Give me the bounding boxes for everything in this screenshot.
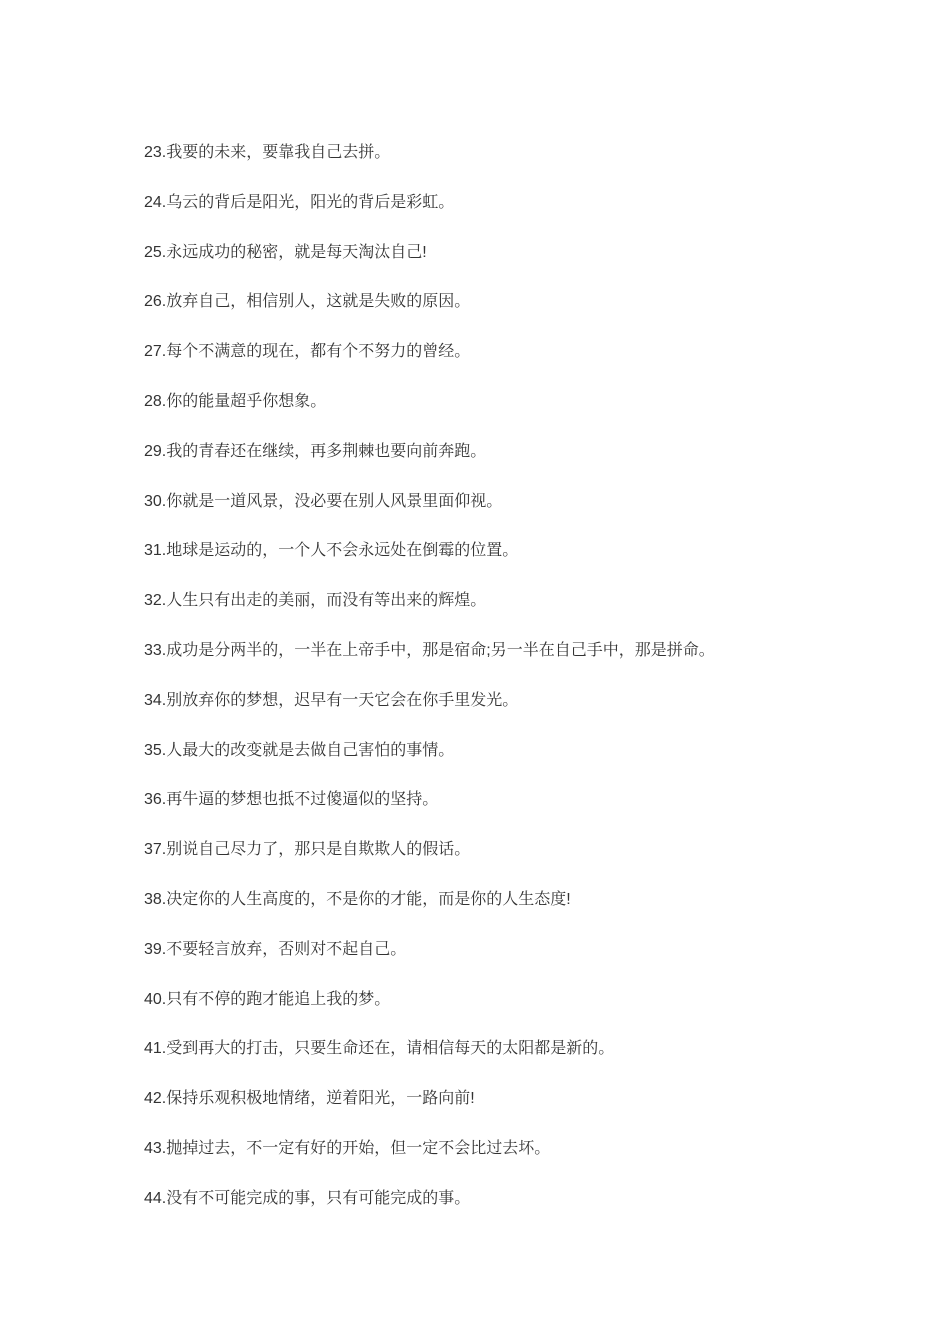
quote-line: 43.抛掉过去，不一定有好的开始，但一定不会比过去坏。 — [144, 1140, 551, 1157]
quote-line: 39.不要轻言放弃，否则对不起自己。 — [144, 940, 407, 958]
quote-line: 27.每个不满意的现在，都有个不努力的曾经。 — [144, 343, 471, 361]
quote-line: 32.人生只有出走的美丽，而没有等出来的辉煌。 — [144, 592, 487, 610]
quote-line: 31.地球是运动的，一个人不会永远处在倒霉的位置。 — [144, 542, 519, 560]
quote-line: 38.决定你的人生高度的，不是你的才能，而是你的人生态度! — [144, 891, 571, 908]
quote-line: 33.成功是分两半的，一半在上帝手中，那是宿命;另一半在自己手中，那是拼命。 — [144, 642, 715, 659]
quote-line: 40.只有不停的跑才能追上我的梦。 — [144, 990, 391, 1008]
quote-line: 44.没有不可能完成的事，只有可能完成的事。 — [144, 1189, 471, 1207]
quote-line: 42.保持乐观积极地情绪，逆着阳光，一路向前! — [144, 1090, 475, 1108]
quote-line: 25.永远成功的秘密，就是每天淘汰自己! — [144, 243, 427, 261]
quote-line: 41.受到再大的打击，只要生命还在，请相信每天的太阳都是新的。 — [144, 1040, 615, 1058]
quote-line: 30.你就是一道风景，没必要在别人风景里面仰视。 — [144, 492, 503, 510]
quote-line: 35.人最大的改变就是去做自己害怕的事情。 — [144, 741, 455, 759]
quote-line: 23.我要的未来，要靠我自己去拼。 — [144, 144, 391, 161]
quote-line: 29.我的青春还在继续，再多荆棘也要向前奔跑。 — [144, 442, 487, 460]
quote-line: 28.你的能量超乎你想象。 — [144, 393, 327, 410]
quote-line: 37.别说自己尽力了，那只是自欺欺人的假话。 — [144, 841, 471, 859]
quote-line: 34.别放弃你的梦想，迟早有一天它会在你手里发光。 — [144, 691, 519, 709]
quote-line: 24.乌云的背后是阳光，阳光的背后是彩虹。 — [144, 193, 455, 211]
quote-line: 26.放弃自己，相信别人，这就是失败的原因。 — [144, 293, 471, 311]
quote-line: 36.再牛逼的梦想也抵不过傻逼似的坚持。 — [144, 791, 439, 809]
